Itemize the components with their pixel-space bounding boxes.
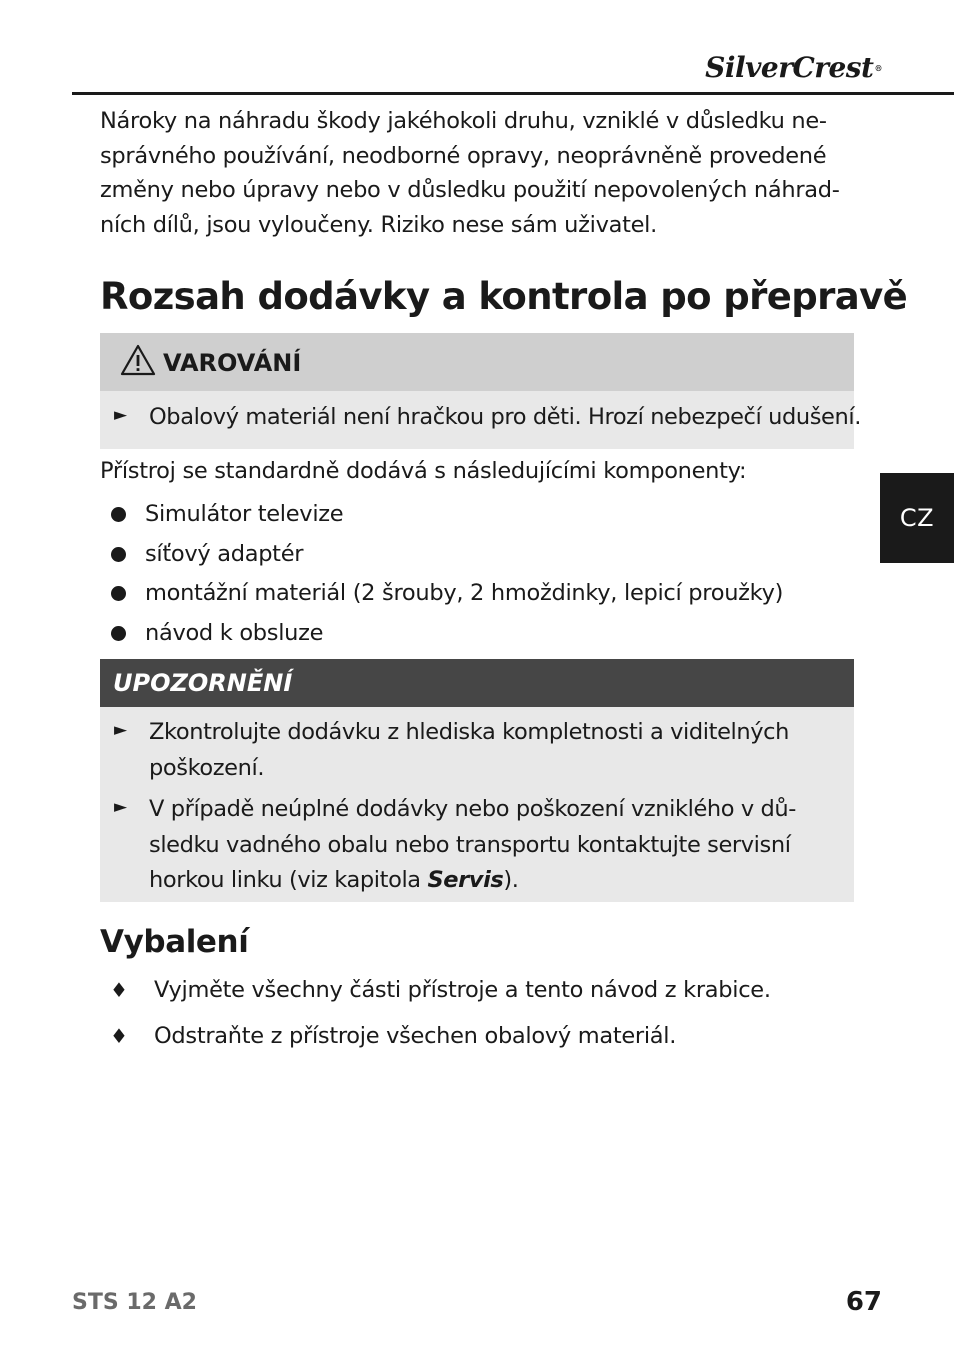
bullet-dot-icon — [111, 507, 126, 522]
note-line-suffix: ). — [503, 867, 519, 893]
note-line: poškození. — [149, 754, 265, 781]
chapter-reference: Servis — [427, 867, 504, 893]
paragraph-line: změny nebo úpravy nebo v důsledku použití nepovolených náhrad- — [100, 177, 840, 203]
paragraph-line: Nároky na náhradu škody jakéhokoli druhu, vzniklé v důsledku ne- — [100, 108, 827, 134]
note-header — [100, 659, 854, 707]
diamond-bullet-icon: ♦ — [110, 978, 128, 1002]
unpacking-step: Odstraňte z přístroje všechen obalový materiál. — [154, 1023, 677, 1049]
diamond-bullet-icon: ♦ — [110, 1024, 128, 1048]
component-label: síťový adaptér — [145, 540, 304, 567]
note-line: Zkontrolujte dodávku z hlediska kompletnosti a viditelných — [149, 719, 789, 745]
arrow-bullet-icon: ► — [114, 797, 128, 817]
note-line: sledku vadného obalu nebo transportu kontaktujte servisní — [149, 831, 791, 858]
model-number: STS 12 A2 — [72, 1290, 197, 1315]
warning-title: VAROVÁNÍ — [163, 349, 302, 377]
delivery-intro: Přístroj se standardně dodává s následujícími komponenty: — [100, 458, 747, 484]
component-label: montážní materiál (2 šrouby, 2 hmoždinky, lepicí proužky) — [145, 580, 784, 606]
warning-header — [100, 333, 854, 391]
component-label: Simulátor televize — [145, 501, 344, 527]
warning-body — [100, 391, 861, 449]
note-line-prefix: horkou linku (viz kapitola — [149, 867, 428, 893]
arrow-bullet-icon: ► — [114, 720, 128, 740]
language-tab: CZ — [880, 473, 954, 563]
page-number: 67 — [845, 1287, 882, 1317]
section-title: Rozsah dodávky a kontrola po přepravě — [100, 275, 908, 318]
note-body — [100, 707, 854, 902]
component-label: návod k obsluze — [145, 619, 324, 646]
registered-mark: ® — [874, 63, 882, 73]
header-rule — [72, 92, 954, 95]
note-line — [149, 863, 796, 899]
brand-logo — [705, 52, 882, 84]
paragraph-line: ních dílů, jsou vyloučeny. Riziko nese sám uživatel. — [100, 211, 657, 238]
paragraph-line: správného používání, neodborné opravy, neoprávněně provedené — [100, 142, 827, 169]
bullet-dot-icon — [111, 586, 126, 601]
unpacking-title: Vybalení — [100, 924, 249, 960]
warning-text: Obalový materiál není hračkou pro děti. Hrozí nebezpečí udušení. — [149, 404, 861, 430]
arrow-bullet-icon: ► — [114, 405, 128, 425]
warning-triangle-icon — [120, 344, 156, 376]
note-line: V případě neúplné dodávky nebo poškození vzniklého v dů- — [149, 796, 797, 822]
unpacking-step: Vyjměte všechny části přístroje a tento návod z krabice. — [154, 977, 771, 1003]
bullet-dot-icon — [111, 626, 126, 641]
liability-paragraph — [100, 104, 860, 242]
bullet-dot-icon — [111, 547, 126, 562]
note-title: UPOZORNĚNÍ — [113, 669, 293, 697]
brand-name: SilverCrest — [705, 51, 874, 84]
note-text — [149, 715, 789, 786]
note-text — [149, 792, 796, 899]
